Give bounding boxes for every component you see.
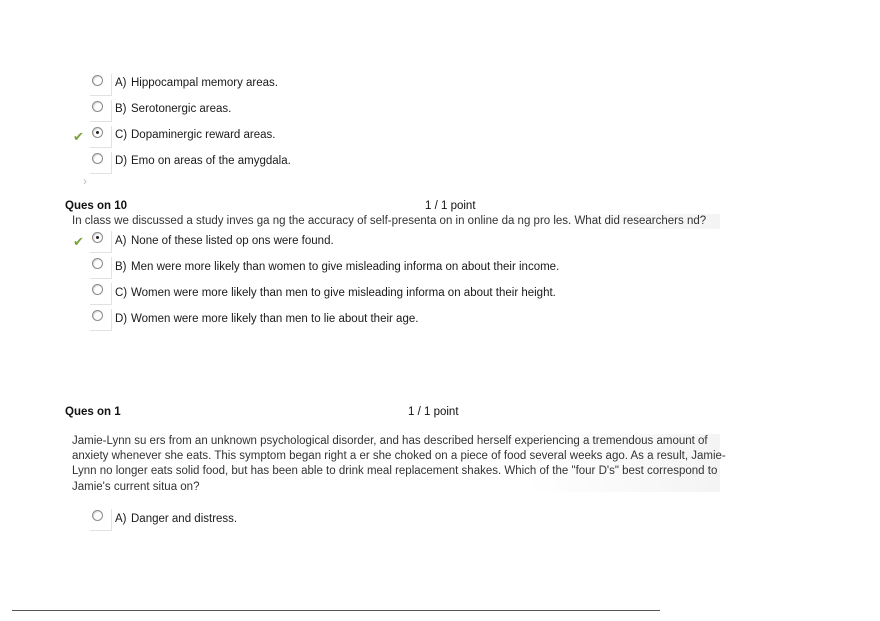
radio-circle-icon [92,75,103,86]
radio-button[interactable] [90,100,112,122]
q9-option-c[interactable] [0,126,880,148]
question-points: 1 / 1 point [425,200,476,212]
prompt-line: Jamie's current situa on? [72,480,200,493]
radio-button[interactable] [90,309,112,331]
option-text: Hippocampal memory areas. [131,77,279,89]
q10-option-b[interactable] [0,257,880,279]
radio-button[interactable] [90,74,112,96]
prompt-line: Lynn no longer eats solid food, but has been able to drink meal replacement shakes. Which of the "four D's" best correspond to [72,465,718,478]
footer-divider [12,610,660,611]
radio-button[interactable] [90,231,112,253]
option-label: A) [115,77,127,89]
radio-button[interactable] [90,509,112,531]
radio-selected-icon [92,127,103,138]
option-label: A) [115,513,127,525]
radio-circle-icon [92,153,103,164]
q10-option-a[interactable] [0,231,880,253]
prompt-line: anxiety whenever she eats. This symptom began right a er she choked on a piece of food several weeks ago. As a result, Jamie- [72,450,726,463]
option-label: C) [115,287,128,299]
radio-circle-icon [92,101,103,112]
option-text: Men were more likely than women to give misleading informa on about their income. [131,261,560,273]
radio-circle-icon [92,258,103,269]
radio-selected-icon [92,232,103,243]
option-text: Danger and distress. [131,513,238,525]
radio-button[interactable] [90,283,112,305]
option-text: Serotonergic areas. [131,103,232,115]
option-label: B) [115,261,127,273]
option-label: A) [115,235,127,247]
q1-option-a[interactable] [0,509,880,531]
option-text: Women were more likely than men to lie about their age. [131,313,419,325]
radio-button[interactable] [90,126,112,148]
q9-option-b[interactable] [0,100,880,122]
radio-button[interactable] [90,257,112,279]
question-prompt [72,434,726,493]
option-label: D) [115,155,128,167]
radio-circle-icon [92,284,103,295]
q10-option-d[interactable] [0,309,880,331]
option-text: Dopaminergic reward areas. [131,129,276,141]
radio-circle-icon [92,510,103,521]
radio-circle-icon [92,310,103,321]
option-label: B) [115,103,127,115]
radio-button[interactable] [90,152,112,174]
correct-check-icon: ✔ [73,129,84,144]
q9-option-a[interactable] [0,74,880,96]
question-title: Ques on 1 [65,406,121,418]
option-label: D) [115,313,128,325]
correct-check-icon: ✔ [73,234,84,249]
prompt-line: Jamie-Lynn su ers from an unknown psychological disorder, and has described herself experiencing a tremendous amount of [72,435,708,447]
q9-option-d[interactable] [0,152,880,174]
chevron-right-icon[interactable]: › [83,174,87,188]
question-prompt: In class we discussed a study inves ga ng the accuracy of self-presenta on in online da ng pro les. What did researchers nd? [72,214,720,229]
question-title: Ques on 10 [65,200,127,212]
question-points: 1 / 1 point [408,406,459,418]
q10-option-c[interactable] [0,283,880,305]
option-text: Emo on areas of the amygdala. [131,155,291,167]
option-text: Women were more likely than men to give misleading informa on about their height. [131,287,556,299]
option-label: C) [115,129,128,141]
option-text: None of these listed op ons were found. [131,235,334,247]
